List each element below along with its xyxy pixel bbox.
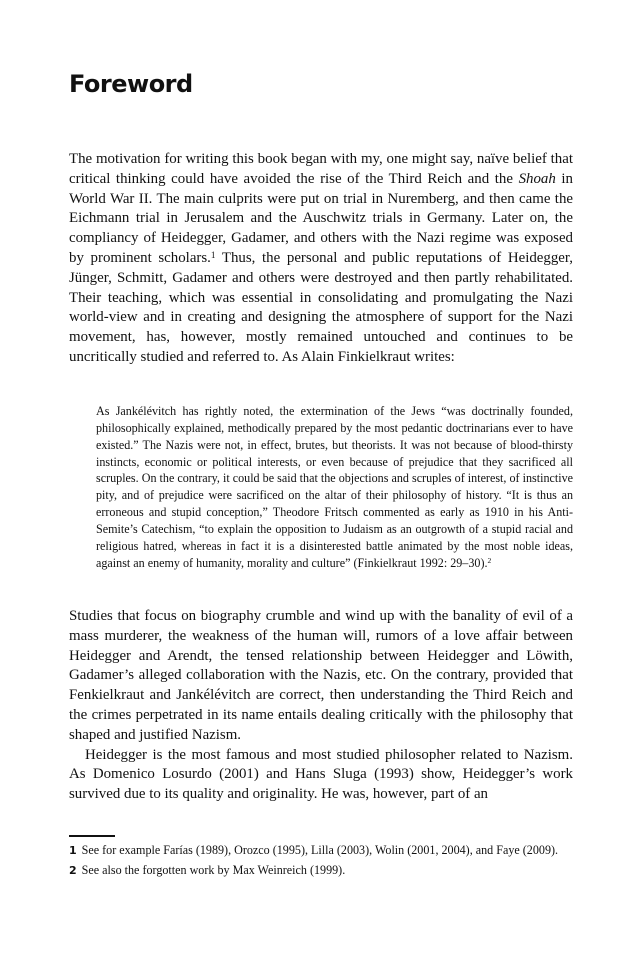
footnote-number: 1 [69, 844, 77, 857]
paragraph: Heidegger is the most famous and most studied philosopher related to Nazism. As Domenico Losurdo (2001) and Hans Sluga (1993) show, Heidegger’s work survived due to its quality and originality. He was, however, part of an [69, 746, 573, 803]
footnote-text: See also the forgotten work by Max Weinreich (1999). [81, 862, 346, 877]
italic-term: Shoah [518, 170, 556, 187]
body-paragraphs [69, 607, 573, 805]
quote-text: As Jankélévitch has rightly noted, the extermination of the Jews “was doctrinally founded, philosophically explained, methodically prepared by the most pedantic doctrinarians ever to have existed.” The Nazis were not, in effect, brutes, but theorists. It was not because of blood-thirsty instincts, economic or political interests, or even because of prejudice that they sacrificed all scruples. On the contrary, it could be said that the objections and scruples of interest, of instinctive pity, and of prejudice were sacrificed on the altar of their philosophy of history. “It is thus an erroneous and stupid conception,” Theodore Fritsch commented as early as 1910 in his Anti-Semite’s Catechism, “to explain the opposition to Judaism as an outgrowth of a stupid racial and religious hatred, whereas in fact it is a disinterested battle animated by the most noble ideas, against an enemy of humanity, morality and culture” (Finkielkraut 1992: 29–30). [96, 404, 573, 570]
footnote-number: 2 [69, 863, 77, 877]
footnote-ref[interactable]: 1 [210, 249, 216, 260]
chapter-heading: Foreword [69, 70, 193, 98]
opening-paragraph [69, 150, 573, 368]
paragraph: Studies that focus on biography crumble and wind up with the banality of evil of a mass murderer, the weakness of the human will, rumors of a love affair between Heidegger and Arendt, the tensed relationship between Heidegger and Löwith, Gadamer’s alleged collaboration with the Nazis, etc. On the contrary, provided that Fenkielkraut and Jankélévitch are correct, then understanding the Third Reich and the crimes perpetrated in its name entails dealing critically with the philosophy that shaped and justified Nazism. [69, 608, 573, 743]
footnote [69, 861, 579, 881]
footnote-ref[interactable]: 2 [487, 556, 492, 566]
paragraph-text: The motivation for writing this book began with my, one might say, naïve belief that critical thinking could have avoided the rise of the Third Reich and the [69, 151, 573, 187]
block-quote [96, 403, 573, 571]
paragraph-text: in World War II. The main culprits were put on trial in Nuremberg, and then came the Eichmann trial in Jerusalem and the Auschwitz trials in Germany. Later on, the compliancy of Heidegger, Gadamer, and others with the Nazi regime was exposed by prominent scholars. [69, 170, 573, 266]
footnote [69, 841, 579, 861]
footnotes [69, 841, 579, 880]
footnote-divider [69, 835, 115, 837]
paragraph-text: Thus, the personal and public reputations of Heidegger, Jünger, Schmitt, Gadamer and others were destroyed and then partly rehabilitated. Their teaching, which was essential in consolidating and promulgating the Nazi world-view and in creating and designing the atmosphere of support for the Nazi movement, has, however, mostly remained untouched and continues to be uncritically studied and referred to. As Alain Finkielkraut writes: [69, 249, 573, 365]
footnote-text: See for example Farías (1989), Orozco (1995), Lilla (2003), Wolin (2001, 2004), and Faye (2009). [81, 843, 559, 857]
